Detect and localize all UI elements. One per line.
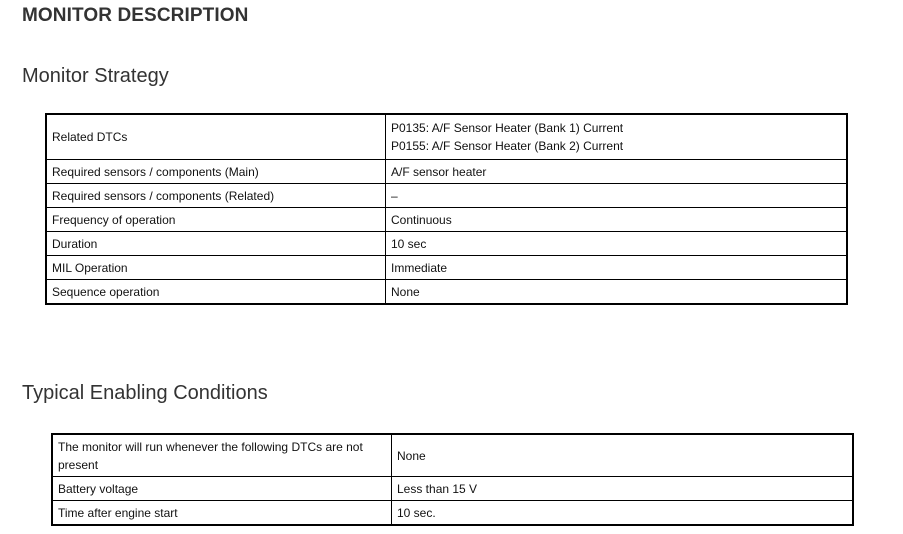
row-value: None [386,280,848,305]
typical-enabling-conditions-table [51,433,854,526]
row-value: Continuous [386,208,848,232]
table-row [46,232,847,256]
row-label: The monitor will run whenever the following DTCs are not present [52,434,392,477]
row-label: Duration [46,232,386,256]
table-row [46,256,847,280]
row-label: MIL Operation [46,256,386,280]
row-value: Immediate [386,256,848,280]
table-row [46,208,847,232]
page-title: MONITOR DESCRIPTION [22,5,249,26]
monitor-strategy-table [45,113,848,305]
row-label: Time after engine start [52,501,392,526]
row-label: Required sensors / components (Related) [46,184,386,208]
row-value: – [386,184,848,208]
table-row [46,280,847,305]
row-value: 10 sec. [392,501,854,526]
row-value: A/F sensor heater [386,160,848,184]
row-value: 10 sec [386,232,848,256]
row-label: Battery voltage [52,477,392,501]
table-row [52,501,853,526]
row-value: None [392,434,854,477]
row-label: Frequency of operation [46,208,386,232]
row-label: Required sensors / components (Main) [46,160,386,184]
monitor-strategy-heading: Monitor Strategy [22,65,169,87]
table-row [52,477,853,501]
row-value [386,114,848,160]
typical-enabling-conditions-heading: Typical Enabling Conditions [22,382,268,404]
related-dtc-line: P0155: A/F Sensor Heater (Bank 2) Current [391,139,624,153]
table-row [46,160,847,184]
row-label: Sequence operation [46,280,386,305]
related-dtc-line: P0135: A/F Sensor Heater (Bank 1) Current [391,121,624,135]
row-label: Related DTCs [46,114,386,160]
table-row [46,114,847,160]
table-row [46,184,847,208]
table-row [52,434,853,477]
row-value: Less than 15 V [392,477,854,501]
